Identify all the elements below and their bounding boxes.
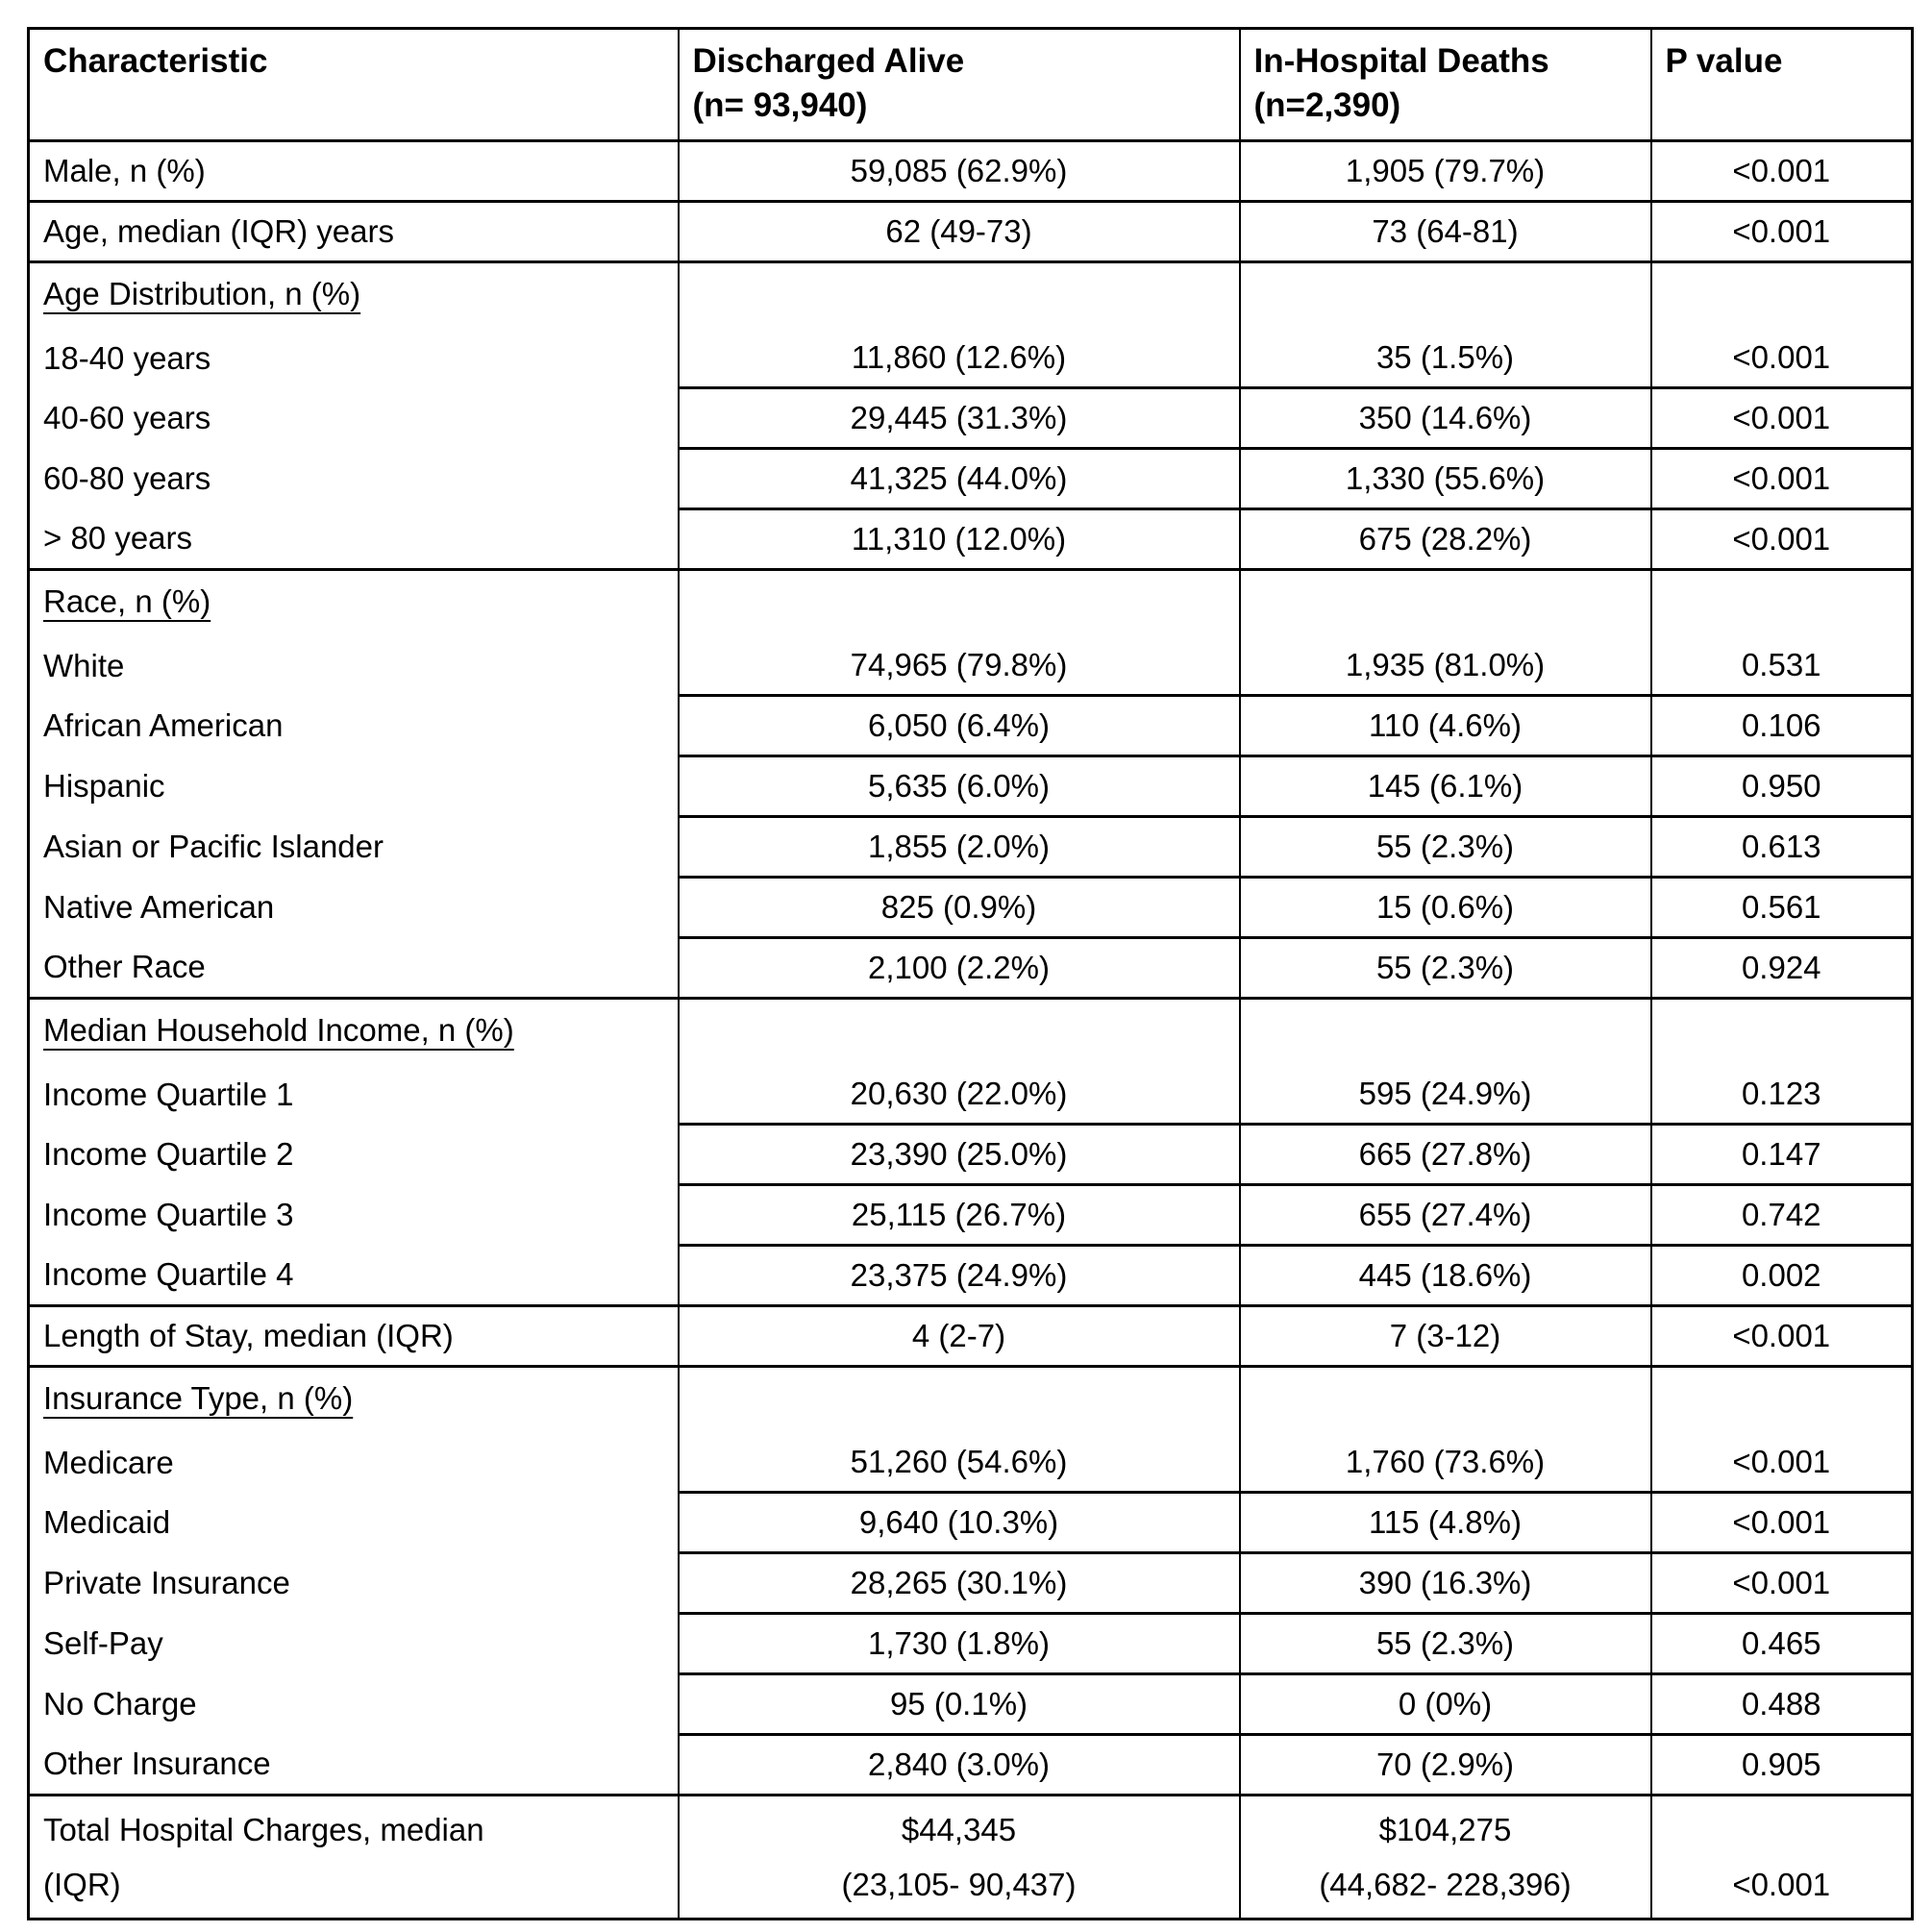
cell-text: 0.123: [1741, 1076, 1821, 1111]
cell-discharged-alive: [679, 329, 1240, 388]
cell-text: 1,855 (2.0%): [868, 829, 1050, 864]
table-row: [29, 1065, 1913, 1125]
cell-text: 23,390 (25.0%): [850, 1136, 1068, 1172]
cell-text: Length of Stay, median (IQR): [43, 1318, 454, 1353]
cell-characteristic: [29, 509, 679, 570]
cell-p-value: [1651, 696, 1913, 756]
table-row: [29, 509, 1913, 570]
table-row: [29, 449, 1913, 509]
cell-p-value: [1651, 1553, 1913, 1614]
cell-discharged-alive: [679, 141, 1240, 202]
cell-text: Age Distribution, n (%): [43, 276, 361, 311]
cell-discharged-alive: [679, 938, 1240, 999]
cell-text: 60-80 years: [43, 460, 211, 496]
cell-discharged-alive: [679, 817, 1240, 878]
cell-discharged-alive: [679, 1796, 1240, 1920]
cell-discharged-alive: [679, 570, 1240, 637]
table-row: [29, 1306, 1913, 1367]
cell-text: 74,965 (79.8%): [850, 647, 1068, 682]
cell-in-hospital-deaths: [1240, 1674, 1651, 1735]
cell-characteristic: [29, 1493, 679, 1553]
section-header-row: [29, 570, 1913, 637]
cell-p-value: [1651, 329, 1913, 388]
cell-text: Age, median (IQR) years: [43, 213, 394, 249]
table-row: [29, 141, 1913, 202]
cell-p-value: [1651, 388, 1913, 449]
column-header-p-value: [1651, 29, 1913, 141]
cell-text: 675 (28.2%): [1358, 521, 1532, 557]
cell-in-hospital-deaths: [1240, 1796, 1651, 1920]
cell-text: 51,260 (54.6%): [850, 1444, 1068, 1479]
cell-discharged-alive: [679, 509, 1240, 570]
cell-text: <0.001: [1732, 1504, 1831, 1540]
table-row: [29, 1796, 1913, 1920]
table-row: [29, 1735, 1913, 1796]
cell-characteristic: [29, 817, 679, 878]
table-row: [29, 1246, 1913, 1306]
cell-characteristic: [29, 1306, 679, 1367]
cell-discharged-alive: [679, 1246, 1240, 1306]
cell-text: 655 (27.4%): [1358, 1197, 1532, 1232]
cell-text: 0.531: [1741, 647, 1821, 682]
column-header-characteristic: [29, 29, 679, 141]
cell-characteristic: [29, 938, 679, 999]
cell-characteristic: [29, 696, 679, 756]
table-row: [29, 388, 1913, 449]
cell-in-hospital-deaths: [1240, 756, 1651, 817]
cell-text: 2,840 (3.0%): [868, 1746, 1050, 1782]
cell-text: 1,935 (81.0%): [1345, 647, 1546, 682]
table-row: [29, 1493, 1913, 1553]
cell-text: No Charge: [43, 1686, 197, 1721]
cell-p-value: [1651, 1735, 1913, 1796]
cell-p-value: [1651, 878, 1913, 938]
cell-text: 0.561: [1741, 889, 1821, 925]
cell-line: $104,275: [1378, 1812, 1512, 1847]
cell-text: 0.742: [1741, 1197, 1821, 1232]
cell-text: 55 (2.3%): [1375, 829, 1515, 864]
cell-text: Race, n (%): [43, 583, 211, 619]
cell-text: <0.001: [1732, 460, 1831, 496]
cell-text: 7 (3-12): [1389, 1318, 1501, 1353]
table-row: [29, 1185, 1913, 1246]
cell-p-value: [1651, 1246, 1913, 1306]
cell-text: 1,330 (55.6%): [1345, 460, 1546, 496]
cell-discharged-alive: [679, 449, 1240, 509]
cell-text: 9,640 (10.3%): [858, 1504, 1059, 1540]
table-row: [29, 202, 1913, 262]
table-row: [29, 636, 1913, 696]
section-header-row: [29, 1367, 1913, 1434]
cell-text: 20,630 (22.0%): [850, 1076, 1068, 1111]
cell-text: 825 (0.9%): [880, 889, 1037, 925]
cell-characteristic: [29, 449, 679, 509]
cell-characteristic: [29, 570, 679, 637]
cell-characteristic: [29, 329, 679, 388]
cell-discharged-alive: [679, 1185, 1240, 1246]
cell-text: <0.001: [1732, 339, 1831, 375]
cell-p-value: [1651, 1796, 1913, 1920]
cell-text: 0.002: [1741, 1257, 1821, 1293]
cell-line: (IQR): [43, 1867, 121, 1902]
cell-text: 0 (0%): [1398, 1686, 1493, 1721]
cell-text: 11,310 (12.0%): [851, 521, 1067, 557]
cell-text: 29,445 (31.3%): [850, 400, 1068, 435]
cell-discharged-alive: [679, 1433, 1240, 1493]
cell-text: 0.488: [1741, 1686, 1821, 1721]
cell-in-hospital-deaths: [1240, 636, 1651, 696]
cell-text: Other Race: [43, 949, 206, 985]
cell-text: Hispanic: [43, 768, 165, 804]
header-text-line1: In-Hospital Deaths: [1253, 42, 1549, 80]
cell-text: 2,100 (2.2%): [868, 950, 1050, 985]
cell-p-value: [1651, 141, 1913, 202]
cell-p-value: [1651, 756, 1913, 817]
cell-p-value: [1651, 1065, 1913, 1125]
cell-text: Asian or Pacific Islander: [43, 829, 384, 864]
cell-discharged-alive: [679, 636, 1240, 696]
cell-p-value: [1651, 262, 1913, 330]
cell-characteristic: [29, 1185, 679, 1246]
cell-p-value: [1651, 1433, 1913, 1493]
cell-text: Medicaid: [43, 1504, 171, 1540]
cell-text: Income Quartile 4: [43, 1256, 294, 1293]
cell-text: 59,085 (62.9%): [850, 153, 1068, 188]
cell-characteristic: [29, 636, 679, 696]
cell-characteristic: [29, 1367, 679, 1434]
table-row: [29, 878, 1913, 938]
cell-characteristic: [29, 1796, 679, 1920]
cell-line: (44,682- 228,396): [1319, 1867, 1572, 1902]
cell-text: 0.106: [1741, 707, 1821, 743]
cell-discharged-alive: [679, 1674, 1240, 1735]
cell-in-hospital-deaths: [1240, 1125, 1651, 1185]
cell-text: 1,905 (79.7%): [1345, 153, 1546, 188]
table-row: [29, 1553, 1913, 1614]
cell-characteristic: [29, 141, 679, 202]
cell-text: 28,265 (30.1%): [850, 1565, 1068, 1600]
cell-p-value: [1651, 1367, 1913, 1434]
cell-in-hospital-deaths: [1240, 1246, 1651, 1306]
cell-in-hospital-deaths: [1240, 262, 1651, 330]
cell-text: Income Quartile 2: [43, 1136, 294, 1172]
cell-p-value: [1651, 1306, 1913, 1367]
cell-text: <0.001: [1732, 400, 1831, 435]
cell-discharged-alive: [679, 1614, 1240, 1674]
cell-discharged-alive: [679, 1735, 1240, 1796]
section-header-row: [29, 262, 1913, 330]
cell-text: > 80 years: [43, 520, 193, 557]
cell-text: 40-60 years: [43, 400, 211, 435]
cell-text: 4 (2-7): [911, 1318, 1006, 1353]
cell-text: 115 (4.8%): [1369, 1504, 1522, 1540]
cell-text: 0.147: [1741, 1136, 1821, 1172]
cell-in-hospital-deaths: [1240, 817, 1651, 878]
table-row: [29, 756, 1913, 817]
cell-text: 6,050 (6.4%): [868, 707, 1050, 743]
cell-text: Other Insurance: [43, 1746, 271, 1782]
cell-text: <0.001: [1732, 1565, 1831, 1600]
cell-text: 595 (24.9%): [1358, 1076, 1532, 1111]
cell-characteristic: [29, 878, 679, 938]
cell-discharged-alive: [679, 388, 1240, 449]
cell-in-hospital-deaths: [1240, 388, 1651, 449]
cell-text: 25,115 (26.7%): [851, 1197, 1067, 1232]
cell-text: 110 (4.6%): [1369, 707, 1522, 743]
cell-characteristic: [29, 1246, 679, 1306]
cell-p-value: [1651, 999, 1913, 1066]
cell-discharged-alive: [679, 262, 1240, 330]
cell-p-value: [1651, 817, 1913, 878]
cell-line: Total Hospital Charges, median: [43, 1812, 484, 1847]
cell-in-hospital-deaths: [1240, 449, 1651, 509]
table-row: [29, 1125, 1913, 1185]
table-row: [29, 938, 1913, 999]
cell-characteristic: [29, 1735, 679, 1796]
cell-in-hospital-deaths: [1240, 1614, 1651, 1674]
cell-discharged-alive: [679, 1493, 1240, 1553]
cell-text: Income Quartile 3: [43, 1197, 294, 1232]
cell-text: Medicare: [43, 1444, 174, 1480]
cell-p-value: [1651, 202, 1913, 262]
header-text-line2: (n=2,390): [1253, 87, 1401, 124]
cell-text: 390 (16.3%): [1358, 1565, 1532, 1600]
header-text-line1: Discharged Alive: [692, 42, 965, 80]
header-row: [29, 29, 1913, 141]
cell-in-hospital-deaths: [1240, 1185, 1651, 1246]
cell-text: <0.001: [1732, 153, 1831, 188]
cell-in-hospital-deaths: [1240, 329, 1651, 388]
cell-characteristic: [29, 1553, 679, 1614]
cell-text: Native American: [43, 889, 275, 925]
header-text-line2: (n= 93,940): [692, 87, 868, 124]
cell-text: 665 (27.8%): [1358, 1136, 1532, 1172]
cell-text: <0.001: [1732, 213, 1831, 249]
cell-text: 145 (6.1%): [1367, 768, 1523, 804]
cell-p-value: [1651, 1674, 1913, 1735]
cell-in-hospital-deaths: [1240, 509, 1651, 570]
cell-text: 0.905: [1741, 1746, 1821, 1782]
cell-in-hospital-deaths: [1240, 141, 1651, 202]
table-row: [29, 696, 1913, 756]
cell-in-hospital-deaths: [1240, 1553, 1651, 1614]
cell-discharged-alive: [679, 1065, 1240, 1125]
header-text: Characteristic: [43, 42, 268, 80]
cell-text: 1,730 (1.8%): [868, 1625, 1050, 1661]
cell-text: Private Insurance: [43, 1565, 290, 1600]
cell-discharged-alive: [679, 756, 1240, 817]
cell-text: 350 (14.6%): [1358, 400, 1532, 435]
cell-p-value: [1651, 938, 1913, 999]
cell-in-hospital-deaths: [1240, 999, 1651, 1066]
cell-text: 445 (18.6%): [1358, 1257, 1532, 1293]
cell-characteristic: [29, 1614, 679, 1674]
cell-characteristic: [29, 999, 679, 1066]
cell-characteristic: [29, 1065, 679, 1125]
cell-text: 35 (1.5%): [1375, 339, 1515, 375]
cell-p-value: [1651, 1614, 1913, 1674]
cell-text: 15 (0.6%): [1375, 889, 1515, 925]
cell-text: 41,325 (44.0%): [850, 460, 1068, 496]
cell-text: 23,375 (24.9%): [850, 1257, 1068, 1293]
cell-text: Male, n (%): [43, 153, 206, 188]
cell-discharged-alive: [679, 202, 1240, 262]
cell-text: Income Quartile 1: [43, 1076, 294, 1112]
cell-text: 55 (2.3%): [1375, 1625, 1515, 1661]
cell-p-value: [1651, 1185, 1913, 1246]
cell-text: Insurance Type, n (%): [43, 1380, 354, 1416]
cell-characteristic: [29, 262, 679, 330]
cell-text: <0.001: [1732, 521, 1831, 557]
cell-characteristic: [29, 756, 679, 817]
cell-text: <0.001: [1732, 1318, 1831, 1353]
cell-in-hospital-deaths: [1240, 570, 1651, 637]
cell-discharged-alive: [679, 1125, 1240, 1185]
cell-text: 11,860 (12.6%): [851, 339, 1067, 375]
cell-in-hospital-deaths: [1240, 1433, 1651, 1493]
cell-discharged-alive: [679, 999, 1240, 1066]
patient-characteristics-table: [27, 27, 1914, 1920]
cell-p-value: [1651, 570, 1913, 637]
cell-text: 55 (2.3%): [1375, 950, 1515, 985]
cell-discharged-alive: [679, 1553, 1240, 1614]
cell-characteristic: [29, 202, 679, 262]
cell-discharged-alive: [679, 1306, 1240, 1367]
column-header-in-hospital-deaths: [1240, 29, 1651, 141]
cell-text: <0.001: [1732, 1867, 1831, 1902]
cell-line: $44,345: [901, 1812, 1017, 1847]
column-header-discharged-alive: [679, 29, 1240, 141]
cell-in-hospital-deaths: [1240, 1367, 1651, 1434]
cell-text: 18-40 years: [43, 339, 211, 376]
cell-text: 95 (0.1%): [889, 1686, 1028, 1721]
cell-p-value: [1651, 1493, 1913, 1553]
cell-p-value: [1651, 1125, 1913, 1185]
cell-characteristic: [29, 1674, 679, 1735]
cell-discharged-alive: [679, 696, 1240, 756]
cell-text: Self-Pay: [43, 1625, 163, 1661]
cell-text: White: [43, 647, 125, 683]
cell-in-hospital-deaths: [1240, 202, 1651, 262]
table-body: [29, 141, 1913, 1920]
cell-text: 73 (64-81): [1372, 213, 1519, 249]
cell-text: Median Household Income, n (%): [43, 1012, 514, 1048]
cell-p-value: [1651, 636, 1913, 696]
cell-text: 70 (2.9%): [1375, 1746, 1515, 1782]
cell-line: (23,105- 90,437): [841, 1867, 1077, 1902]
table-row: [29, 329, 1913, 388]
cell-text: 1,760 (73.6%): [1345, 1444, 1546, 1479]
cell-text: 5,635 (6.0%): [868, 768, 1050, 804]
cell-characteristic: [29, 1125, 679, 1185]
cell-text: African American: [43, 707, 284, 743]
cell-p-value: [1651, 449, 1913, 509]
cell-in-hospital-deaths: [1240, 1493, 1651, 1553]
table-row: [29, 1674, 1913, 1735]
cell-discharged-alive: [679, 1367, 1240, 1434]
cell-in-hospital-deaths: [1240, 1306, 1651, 1367]
table-row: [29, 1433, 1913, 1493]
table-row: [29, 817, 1913, 878]
cell-in-hospital-deaths: [1240, 1065, 1651, 1125]
table-row: [29, 1614, 1913, 1674]
cell-discharged-alive: [679, 878, 1240, 938]
cell-text: 0.613: [1741, 829, 1821, 864]
cell-in-hospital-deaths: [1240, 696, 1651, 756]
cell-characteristic: [29, 388, 679, 449]
cell-text: <0.001: [1732, 1444, 1831, 1479]
cell-in-hospital-deaths: [1240, 938, 1651, 999]
section-header-row: [29, 999, 1913, 1066]
cell-text: 0.950: [1741, 768, 1821, 804]
cell-p-value: [1651, 509, 1913, 570]
cell-characteristic: [29, 1433, 679, 1493]
cell-text: 0.465: [1741, 1625, 1821, 1661]
header-text: P value: [1665, 42, 1783, 80]
cell-in-hospital-deaths: [1240, 1735, 1651, 1796]
cell-in-hospital-deaths: [1240, 878, 1651, 938]
cell-text: 0.924: [1741, 950, 1821, 985]
cell-text: 62 (49-73): [885, 213, 1032, 249]
